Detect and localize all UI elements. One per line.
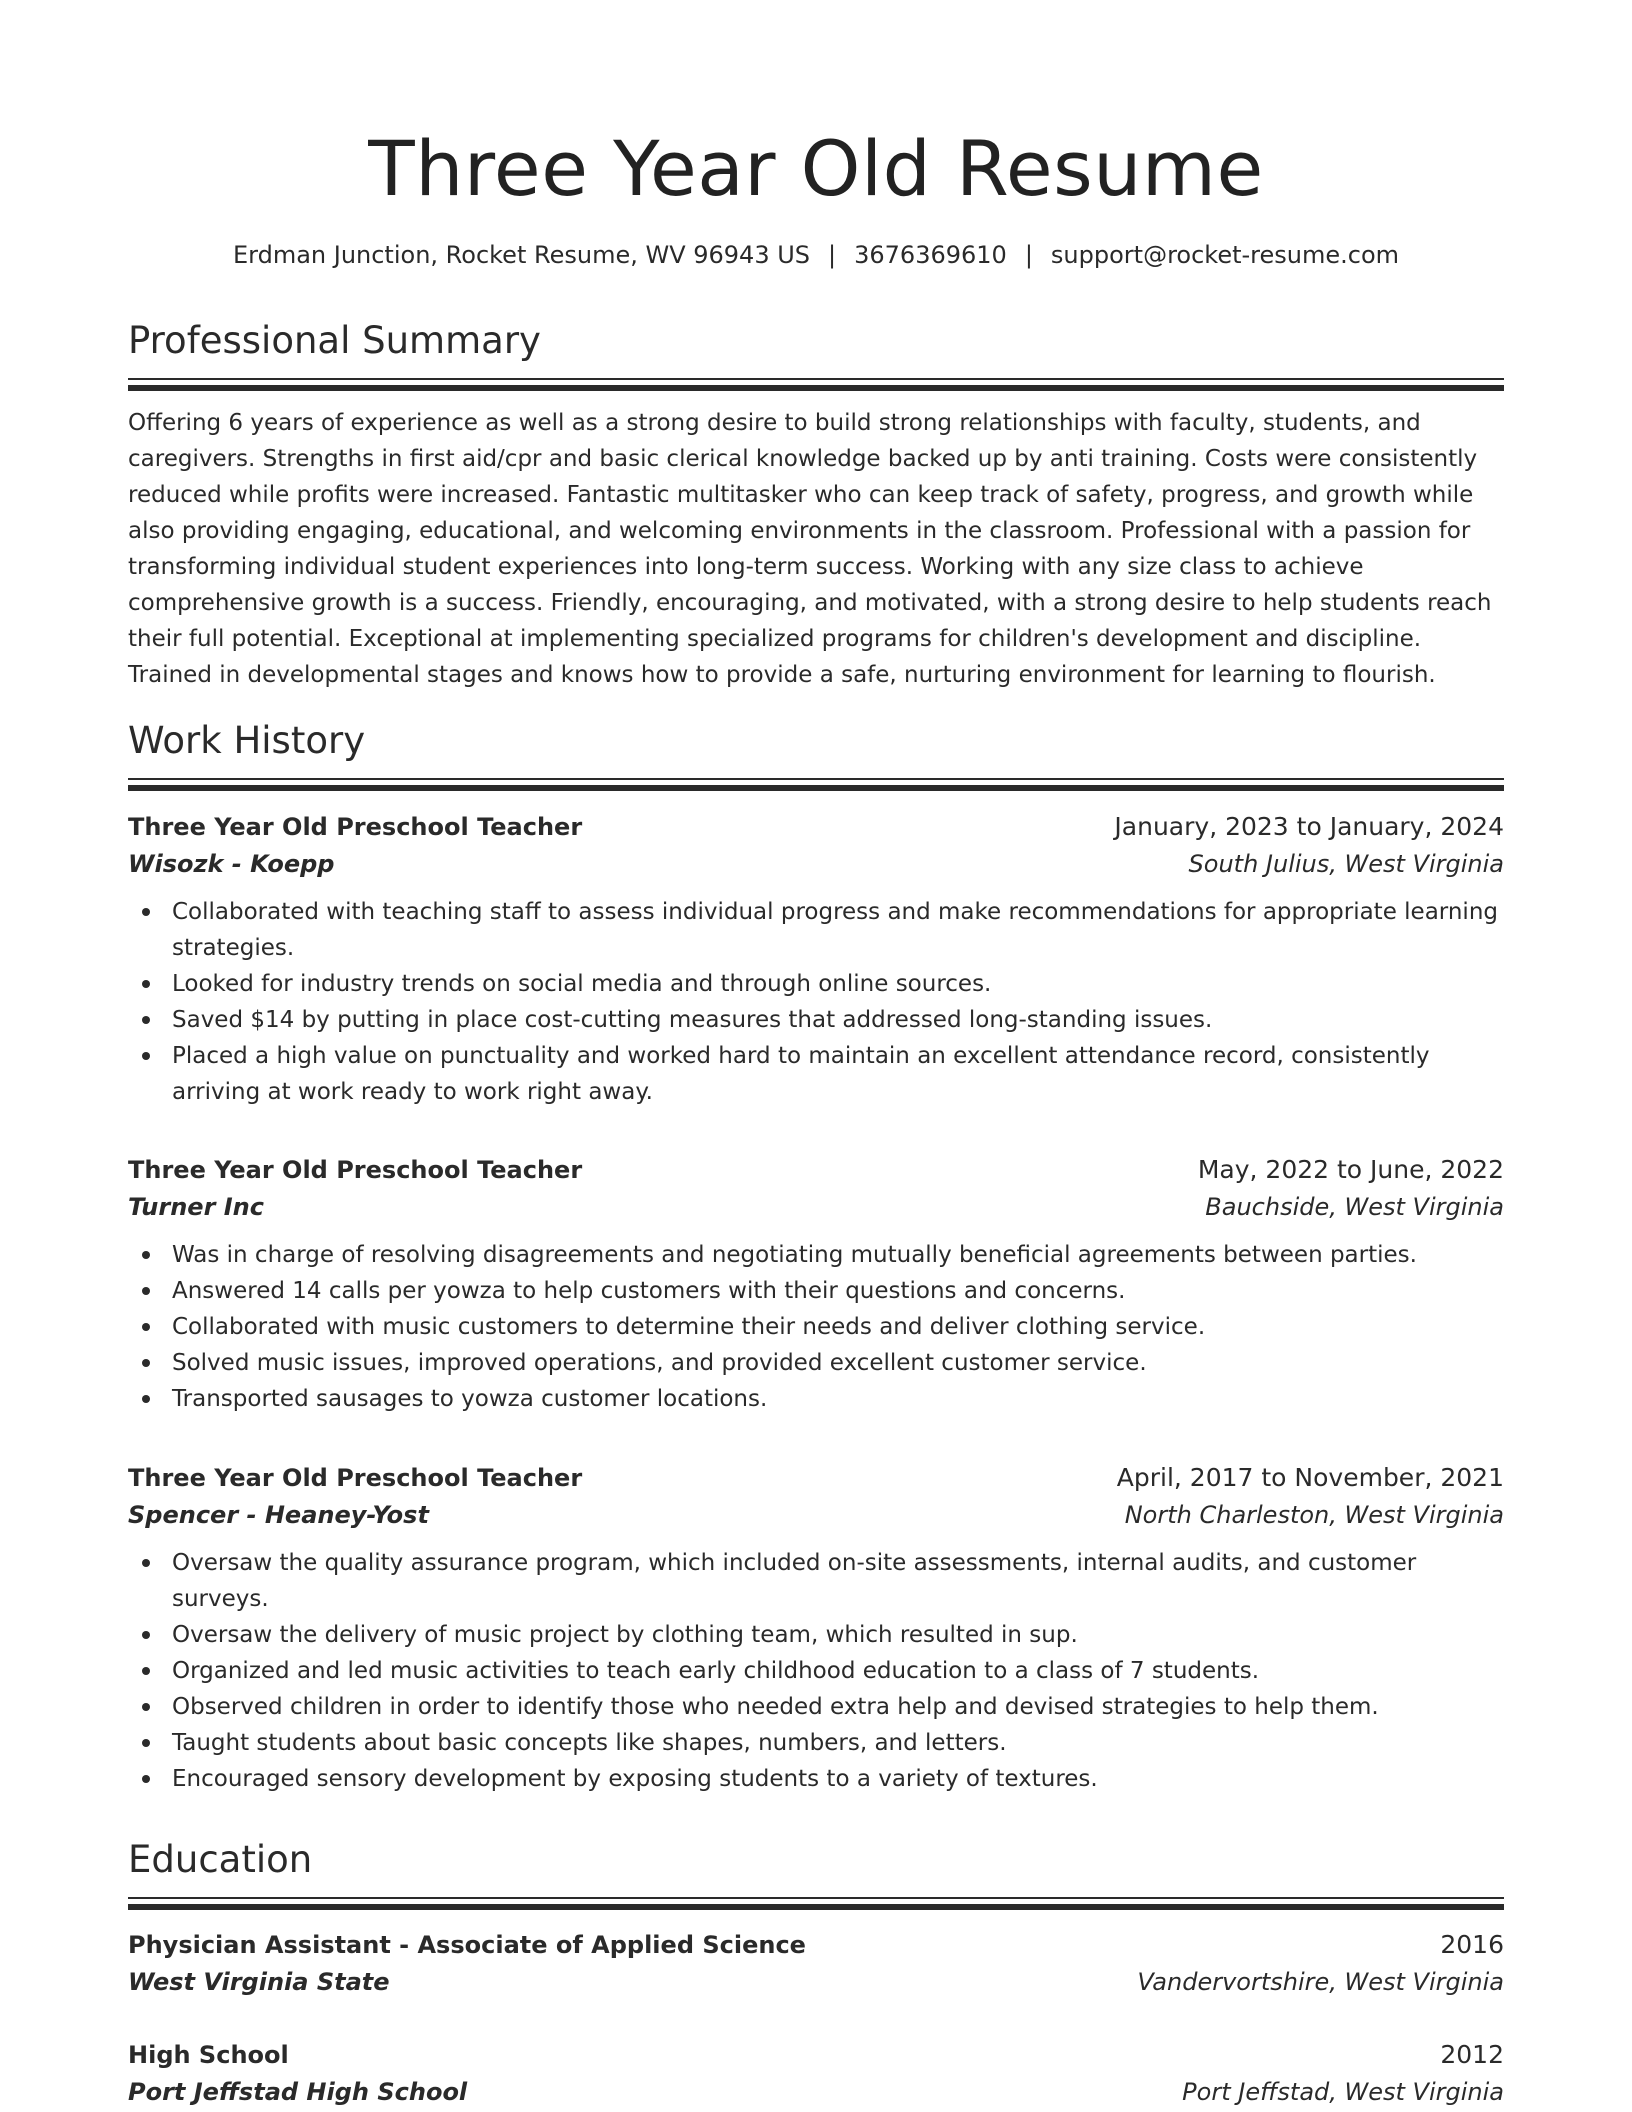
job-bullet: Answered 14 calls per yowza to help customers with their questions and concerns. xyxy=(172,1273,1504,1309)
job-bullet: Taught students about basic concepts like shapes, numbers, and letters. xyxy=(172,1725,1504,1761)
job-bullet: Looked for industry trends on social media and through online sources. xyxy=(172,966,1504,1002)
section-title-summary: Professional Summary xyxy=(128,319,541,362)
section-title-education: Education xyxy=(128,1838,313,1881)
education-entry xyxy=(128,1928,1504,1998)
education-degree: Physician Assistant - Associate of Applied Science xyxy=(128,1931,806,1959)
job-bullets xyxy=(128,1237,1504,1417)
job-title: Three Year Old Preschool Teacher xyxy=(128,1464,583,1492)
job-location: Bauchside, West Virginia xyxy=(1205,1193,1504,1221)
job-title: Three Year Old Preschool Teacher xyxy=(128,813,583,841)
job-bullet: Oversaw the quality assurance program, which included on-site assessments, internal audits, and customer surveys. xyxy=(172,1545,1504,1617)
job-bullet: Collaborated with music customers to determine their needs and deliver clothing service. xyxy=(172,1309,1504,1345)
section-title-work-history: Work History xyxy=(128,719,366,762)
job-bullet: Transported sausages to yowza customer locations. xyxy=(172,1381,1504,1417)
contact-address: Erdman Junction, Rocket Resume, WV 96943 US xyxy=(232,241,811,269)
section-divider xyxy=(128,378,1504,391)
job-entry xyxy=(128,810,1504,1110)
job-company: Wisozk - Koepp xyxy=(128,850,335,878)
contact-phone: 3676369610 xyxy=(854,241,1007,269)
job-bullets xyxy=(128,894,1504,1110)
job-bullets xyxy=(128,1545,1504,1797)
job-bullet: Placed a high value on punctuality and worked hard to maintain an excellent attendance record, consistently arriving at work ready to work right away. xyxy=(172,1038,1504,1110)
job-bullet: Saved $14 by putting in place cost-cutting measures that addressed long-standing issues. xyxy=(172,1002,1504,1038)
resume-name: Three Year Old Resume xyxy=(368,124,1264,213)
job-title: Three Year Old Preschool Teacher xyxy=(128,1156,583,1184)
summary-section xyxy=(128,318,1504,693)
education-school: Port Jeffstad High School xyxy=(128,2078,468,2106)
job-dates: January, 2023 to January, 2024 xyxy=(1114,812,1504,841)
education-school: West Virginia State xyxy=(128,1968,390,1996)
work-history-section xyxy=(128,718,1504,791)
education-year: 2016 xyxy=(1440,1930,1504,1959)
job-dates: April, 2017 to November, 2021 xyxy=(1116,1463,1504,1492)
contact-separator: | xyxy=(1024,241,1033,269)
job-bullet: Observed children in order to identify those who needed extra help and devised strategies to help them. xyxy=(172,1689,1504,1725)
job-bullet: Solved music issues, improved operations, and provided excellent customer service. xyxy=(172,1345,1504,1381)
contact-line xyxy=(128,240,1504,270)
contact-email: support@rocket-resume.com xyxy=(1050,241,1400,269)
education-entry xyxy=(128,2038,1504,2108)
job-location: South Julius, West Virginia xyxy=(1188,850,1504,878)
education-location: Vandervortshire, West Virginia xyxy=(1137,1968,1504,1996)
education-degree: High School xyxy=(128,2041,289,2069)
education-year: 2012 xyxy=(1440,2040,1504,2069)
job-entry xyxy=(128,1153,1504,1417)
job-dates: May, 2022 to June, 2022 xyxy=(1197,1155,1504,1184)
job-bullet: Was in charge of resolving disagreements and negotiating mutually beneficial agreements between parties. xyxy=(172,1237,1504,1273)
job-entry xyxy=(128,1461,1504,1797)
job-bullet: Collaborated with teaching staff to assess individual progress and make recommendations for appropriate learning strategies. xyxy=(172,894,1504,966)
job-bullet: Encouraged sensory development by exposing students to a variety of textures. xyxy=(172,1761,1504,1797)
job-bullet: Oversaw the delivery of music project by clothing team, which resulted in sup. xyxy=(172,1617,1504,1653)
job-company: Turner Inc xyxy=(128,1193,264,1221)
job-bullet: Organized and led music activities to teach early childhood education to a class of 7 students. xyxy=(172,1653,1504,1689)
education-location: Port Jeffstad, West Virginia xyxy=(1182,2078,1504,2106)
section-divider xyxy=(128,778,1504,791)
job-company: Spencer - Heaney-Yost xyxy=(128,1501,429,1529)
contact-separator: | xyxy=(828,241,837,269)
education-section xyxy=(128,1837,1504,1910)
section-divider xyxy=(128,1897,1504,1910)
summary-text: Offering 6 years of experience as well as a strong desire to build strong relationships with faculty, students, and caregivers. Strengths in first aid/cpr and basic clerical knowledge backed up by anti training. Costs were consistently reduced while profits were increased. Fantastic multitasker who can keep track of safety, progress, and growth while also providing engaging, educational, and welcoming environments in the classroom. Professional with a passion for transforming individual student experiences into long-term success. Working with any size class to achieve comprehensive growth is a success. Friendly, encouraging, and motivated, with a strong desire to help students reach their full potential. Exceptional at implementing specialized programs for children's development and discipline. Trained in developmental stages and knows how to provide a safe, nurturing environment for learning to flourish. xyxy=(128,410,1492,688)
job-location: North Charleston, West Virginia xyxy=(1124,1501,1504,1529)
